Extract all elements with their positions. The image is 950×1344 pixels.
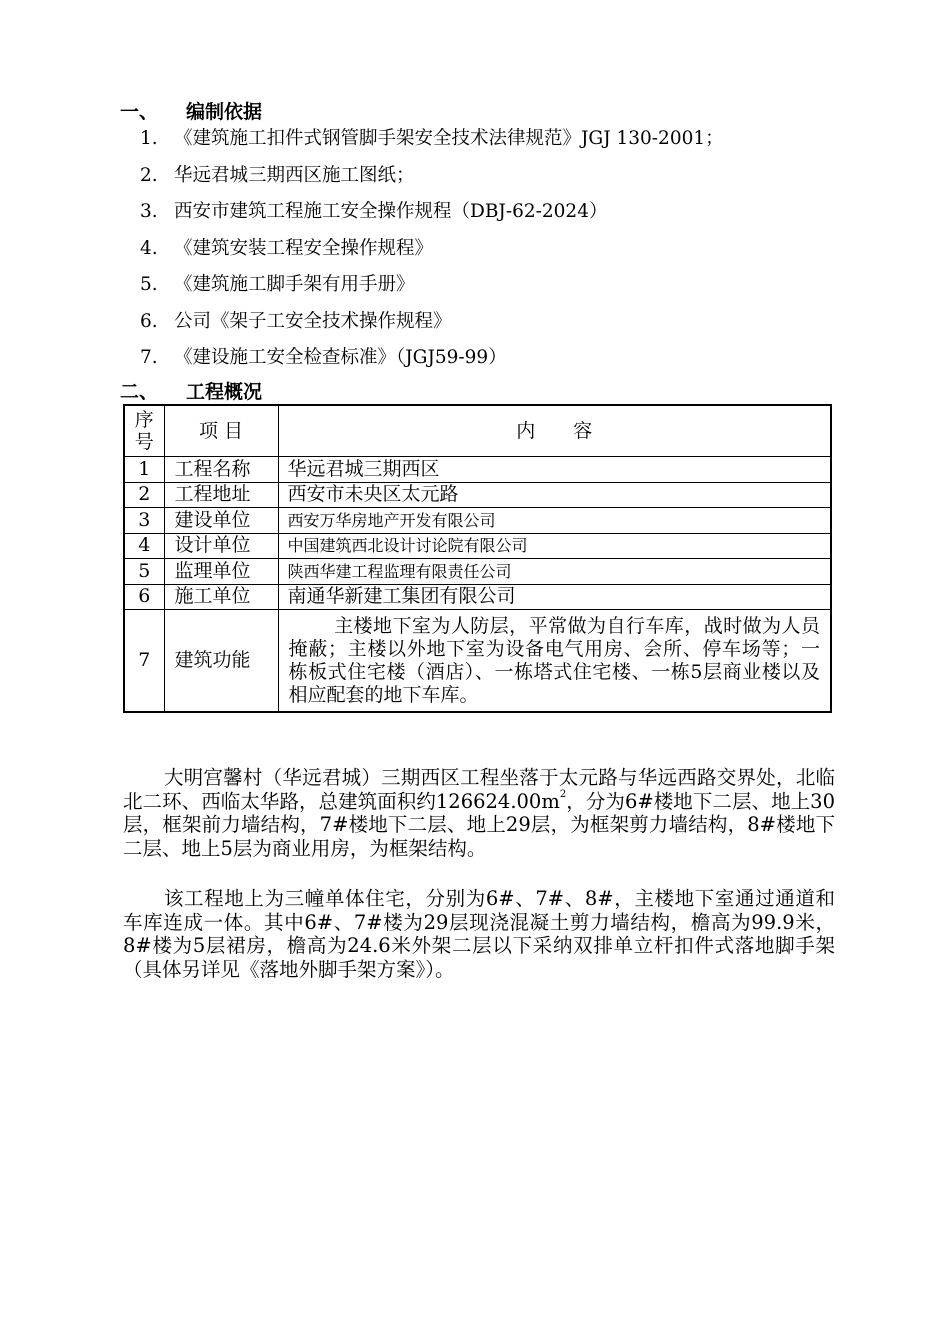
table-row — [124, 559, 831, 585]
cell-content: 华远君城三期西区 — [278, 457, 831, 483]
overview-paragraph-1 — [123, 766, 835, 861]
section-1-heading — [120, 101, 262, 123]
cell-seq: 4 — [124, 533, 164, 559]
header-seq — [124, 405, 164, 457]
section-2-number: 二、 — [120, 381, 159, 403]
section-1-number: 一、 — [120, 101, 159, 123]
cell-seq: 1 — [124, 457, 164, 483]
reference-item — [140, 272, 724, 309]
reference-index: 1. — [140, 128, 158, 149]
reference-text: 《建筑施工扣件式钢管脚手架安全技术法律规范》JGJ 130-2001； — [174, 128, 724, 149]
cell-content: 主楼地下室为人防层，平常做为自行车库，战时做为人员掩蔽；主楼以外地下室为设备电气用房、会所、停车场等；一栋板式住宅楼（酒店）、一栋塔式住宅楼、一栋5层商业楼以及相应配套的地下车库。 — [278, 610, 831, 713]
reference-item — [140, 345, 724, 382]
table-row — [124, 508, 831, 534]
reference-index: 6. — [140, 310, 158, 332]
cell-item: 建筑功能 — [164, 610, 278, 713]
reference-index: 3. — [140, 201, 158, 222]
header-item: 项 目 — [164, 405, 278, 457]
reference-item — [140, 309, 724, 346]
reference-index: 7. — [140, 347, 158, 368]
cell-item: 工程地址 — [164, 482, 278, 508]
header-seq-line2: 号 — [134, 431, 154, 453]
reference-index: 5. — [140, 274, 158, 295]
cell-seq: 3 — [124, 508, 164, 534]
cell-content: 中国建筑西北设计讨论院有限公司 — [278, 533, 831, 559]
cell-item: 工程名称 — [164, 457, 278, 483]
reference-item — [140, 236, 724, 273]
cell-item: 施工单位 — [164, 584, 278, 610]
cell-content: 西安万华房地产开发有限公司 — [278, 508, 831, 534]
cell-seq: 5 — [124, 559, 164, 585]
paragraph-1-text-continued: ，分为6#楼地下二层、地上30层，框架前力墙结构，7#楼地下二层、地上29层，为框架剪力墙结构，8#楼地下二层、地上5层为商业用房，为框架结构。 — [123, 789, 835, 861]
section-1-title: 编制依据 — [186, 101, 263, 123]
reference-item — [140, 126, 724, 163]
cell-item: 监理单位 — [164, 559, 278, 585]
table-row — [124, 584, 831, 610]
reference-text: 《建筑安装工程安全操作规程》 — [174, 237, 434, 259]
header-seq-line1: 序 — [134, 409, 154, 431]
cell-item: 建设单位 — [164, 508, 278, 534]
section-2-heading — [120, 381, 262, 403]
table-row — [124, 533, 831, 559]
area-unit-superscript: 2 — [559, 788, 567, 800]
reference-text: 《建设施工安全检查标准》（JGJ59-99） — [174, 347, 507, 368]
reference-text: 《建筑施工脚手架有用手册》 — [174, 274, 415, 295]
header-content: 内 容 — [278, 405, 831, 457]
cell-content: 南通华新建工集团有限公司 — [278, 584, 831, 610]
overview-paragraph-2: 该工程地上为三幢单体住宅，分别为6#、7#、8#，主楼地下室通过通道和车库连成一体。其中6#、7#楼为29层现浇混凝土剪力墙结构，檐高为99.9米，8#楼为5层裙房，檐高为24.6米外架二层以下采纳双排单立杆扣件式落地脚手架（具体另详见《落地外脚手架方案》）。 — [123, 887, 835, 982]
table-row — [124, 610, 831, 713]
project-overview-table — [123, 404, 832, 713]
reference-item — [140, 199, 724, 236]
reference-text: 公司《架子工安全技术操作规程》 — [174, 310, 452, 332]
reference-index: 2. — [140, 164, 158, 186]
table-row — [124, 457, 831, 483]
reference-text: 华远君城三期西区施工图纸； — [174, 164, 415, 186]
section-2-title: 工程概况 — [186, 381, 263, 403]
cell-seq: 6 — [124, 584, 164, 610]
reference-item — [140, 163, 724, 200]
table-row — [124, 482, 831, 508]
cell-seq: 7 — [124, 610, 164, 713]
reference-index: 4. — [140, 237, 158, 259]
table-header-row — [124, 405, 831, 457]
cell-content: 陕西华建工程监理有限责任公司 — [278, 559, 831, 585]
reference-text: 西安市建筑工程施工安全操作规程（DBJ-62-2024） — [174, 201, 608, 222]
cell-seq: 2 — [124, 482, 164, 508]
reference-list — [140, 126, 724, 382]
cell-item: 设计单位 — [164, 533, 278, 559]
cell-content: 西安市未央区太元路 — [278, 482, 831, 508]
paragraph-1-text: 大明宫馨村（华远君城）三期西区工程坐落于太元路与华远西路交界处，北临北二环、西临太华路，总建筑面积约126624.00m — [123, 766, 835, 813]
